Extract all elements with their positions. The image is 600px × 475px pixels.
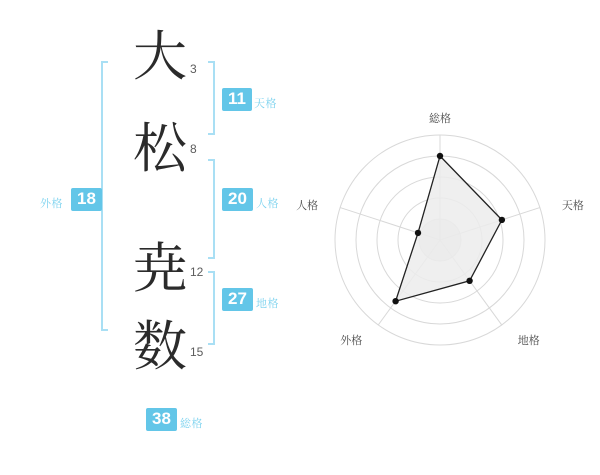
chikaku-label: 地格: [256, 298, 279, 310]
jinkaku-label: 人格: [256, 198, 279, 210]
gaikaku-value: 18: [71, 188, 102, 211]
soukaku-value: 38: [146, 408, 177, 431]
radar-chart: [296, 0, 600, 470]
kanji-char-4: 数: [133, 315, 187, 378]
soukaku-label: 総格: [180, 418, 203, 430]
stroke-count-2: 8: [190, 142, 197, 156]
stroke-count-1: 3: [190, 62, 197, 76]
radar-data-point: [415, 230, 421, 236]
chikaku-value: 27: [222, 288, 253, 311]
gaikaku-label: 外格: [40, 198, 63, 210]
kanji-char-2: 松: [133, 117, 187, 180]
radar-data-point: [437, 153, 443, 159]
radar-data-point: [392, 298, 398, 304]
stroke-count-3: 12: [190, 265, 204, 279]
jinkaku-value: 20: [222, 188, 253, 211]
radar-axis-label: 総格: [429, 113, 451, 125]
tenkaku-label: 天格: [254, 98, 277, 110]
stroke-count-4: 15: [190, 345, 204, 359]
radar-axis-label: 外格: [340, 334, 363, 347]
radar-chart-svg: [300, 0, 600, 470]
name-breakdown-panel: [0, 0, 300, 470]
radar-axis-label: 人格: [296, 199, 319, 212]
radar-axis-label: 天格: [561, 199, 584, 212]
radar-series-area: [396, 156, 502, 301]
tenkaku-value: 11: [222, 88, 252, 111]
kanji-char-3: 尭: [133, 237, 187, 300]
radar-axis-label: 地格: [517, 334, 540, 347]
radar-data-point: [466, 278, 472, 284]
kanji-char-1: 大: [133, 25, 187, 88]
radar-data-point: [499, 217, 505, 223]
